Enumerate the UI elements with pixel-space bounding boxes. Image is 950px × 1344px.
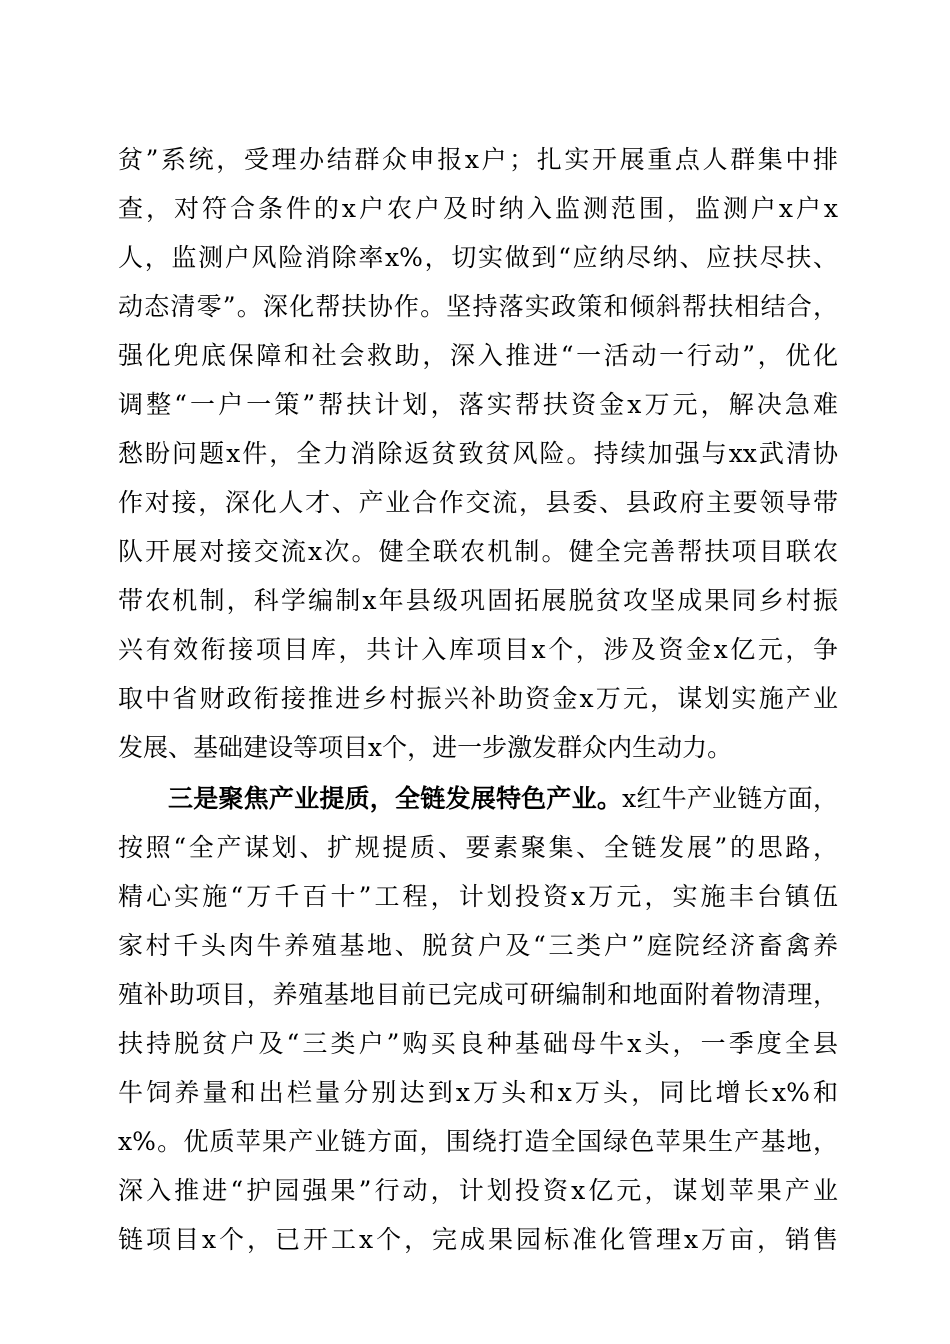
paragraph-1-line-10: 带农机制，科学编制x年县级巩固拓展脱贫攻坚成果同乡村振	[118, 586, 838, 615]
paragraph-2-line-10: 链项目x个，已开工x个，完成果园标准化管理x万亩，销售	[118, 1225, 838, 1254]
paragraph-1-line-6: 调整“一户一策”帮扶计划，落实帮扶资金x万元，解决急难	[118, 390, 838, 419]
paragraph-1-line-1: 贫”系统，受理办结群众申报x户；扎实开展重点人群集中排	[118, 145, 838, 174]
paragraph-1-line-7: 愁盼问题x件，全力消除返贫致贫风险。持续加强与xx武清协	[118, 439, 838, 468]
paragraph-1-line-2: 查，对符合条件的x户农户及时纳入监测范围，监测户x户x	[118, 194, 838, 223]
paragraph-1-line-12: 取中省财政衔接推进乡村振兴补助资金x万元，谋划实施产业	[118, 684, 838, 713]
paragraph-1-line-8: 作对接，深化人才、产业合作交流，县委、县政府主要领导带	[118, 488, 838, 517]
paragraph-2-line-9: 深入推进“护园强果”行动，计划投资x亿元，谋划苹果产业	[118, 1176, 838, 1205]
paragraph-2-line-8: x%。优质苹果产业链方面，围绕打造全国绿色苹果生产基地，	[118, 1127, 838, 1156]
paragraph-2-line-1	[168, 777, 838, 821]
paragraph-2-line-2: 按照“全产谋划、扩规提质、要素聚集、全链发展”的思路，	[118, 833, 838, 862]
paragraph-2-heading: 三是聚焦产业提质，全链发展特色产业。	[168, 784, 623, 813]
paragraph-1-line-4: 动态清零”。深化帮扶协作。坚持落实政策和倾斜帮扶相结合，	[118, 292, 838, 321]
paragraph-2-line-4: 家村千头肉牛养殖基地、脱贫户及“三类户”庭院经济畜禽养	[118, 931, 838, 960]
paragraph-1-line-11: 兴有效衔接项目库，共计入库项目x个，涉及资金x亿元，争	[118, 635, 838, 664]
paragraph-1-line-3: 人，监测户风险消除率x%，切实做到“应纳尽纳、应扶尽扶、	[118, 243, 838, 272]
paragraph-2-first-line-rest: x红牛产业链方面，	[622, 784, 838, 813]
paragraph-2-line-3: 精心实施“万千百十”工程，计划投资x万元，实施丰台镇伍	[118, 882, 838, 911]
paragraph-1-line-13: 发展、基础建设等项目x个，进一步激发群众内生动力。	[118, 733, 733, 762]
paragraph-1-line-9: 队开展对接交流x次。健全联农机制。健全完善帮扶项目联农	[118, 537, 838, 566]
paragraph-2-line-7: 牛饲养量和出栏量分别达到x万头和x万头，同比增长x%和	[118, 1078, 838, 1107]
paragraph-2-line-6: 扶持脱贫户及“三类户”购买良种基础母牛x头，一季度全县	[118, 1029, 838, 1058]
paragraph-2-line-5: 殖补助项目，养殖基地目前已完成可研编制和地面附着物清理，	[118, 980, 838, 1009]
paragraph-1-line-5: 强化兜底保障和社会救助，深入推进“一活动一行动”，优化	[118, 341, 838, 370]
